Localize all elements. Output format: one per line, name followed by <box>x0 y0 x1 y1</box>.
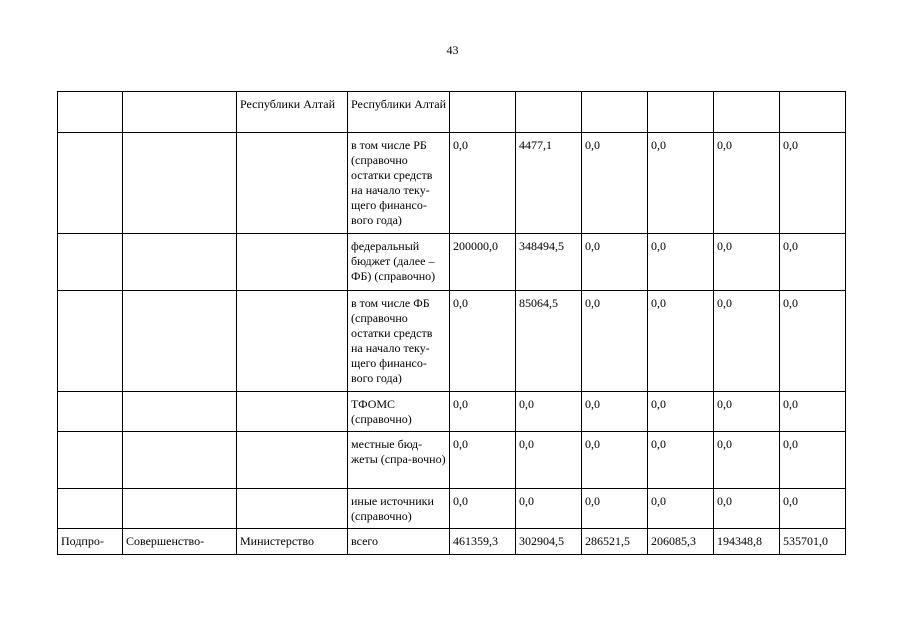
subprogram-cell: Подпро- <box>58 529 123 555</box>
value-cell <box>780 92 846 133</box>
source-label: иные источники (справочно) <box>348 489 450 529</box>
executor-cell <box>237 234 348 291</box>
source-label: местные бюд-жеты (спра-вочно) <box>348 432 450 489</box>
table-row <box>58 133 846 234</box>
value-cell: 348494,5 <box>516 234 582 291</box>
cell-col2 <box>123 92 237 133</box>
table-row <box>58 234 846 291</box>
value-cell: 0,0 <box>450 432 516 489</box>
table-row <box>58 291 846 392</box>
value-cell: 0,0 <box>648 291 714 392</box>
value-cell: 0,0 <box>450 291 516 392</box>
table-row <box>58 392 846 432</box>
source-label: в том числе ФБ (справочно остатки средств на начало теку-щего финансо-вого года) <box>348 291 450 392</box>
value-cell <box>450 92 516 133</box>
value-cell: 0,0 <box>648 489 714 529</box>
value-cell: 0,0 <box>648 234 714 291</box>
value-cell: 535701,0 <box>780 529 846 555</box>
cell-col1 <box>58 489 123 529</box>
value-cell: 0,0 <box>714 432 780 489</box>
cell-col2 <box>123 234 237 291</box>
table-row <box>58 529 846 555</box>
value-cell: 0,0 <box>714 392 780 432</box>
value-cell: 0,0 <box>780 291 846 392</box>
cell-col1 <box>58 392 123 432</box>
value-cell: 0,0 <box>582 489 648 529</box>
goal-cell: Совершенство- <box>123 529 237 555</box>
value-cell: 0,0 <box>780 432 846 489</box>
value-cell: 461359,3 <box>450 529 516 555</box>
value-cell: 0,0 <box>516 392 582 432</box>
cell-col1 <box>58 234 123 291</box>
value-cell: 302904,5 <box>516 529 582 555</box>
value-cell <box>582 92 648 133</box>
executor-cell <box>237 291 348 392</box>
cell-col2 <box>123 133 237 234</box>
cell-col1 <box>58 92 123 133</box>
value-cell: 85064,5 <box>516 291 582 392</box>
executor-cell: Министерство <box>237 529 348 555</box>
source-label: федеральный бюджет (далее – ФБ) (справочно) <box>348 234 450 291</box>
executor-cell <box>237 392 348 432</box>
value-cell: 0,0 <box>648 392 714 432</box>
executor-cell <box>237 489 348 529</box>
value-cell: 0,0 <box>714 133 780 234</box>
value-cell: 286521,5 <box>582 529 648 555</box>
cell-col1 <box>58 133 123 234</box>
source-label: ТФОМС (справочно) <box>348 392 450 432</box>
table-row <box>58 489 846 529</box>
cell-col2 <box>123 291 237 392</box>
value-cell: 0,0 <box>780 392 846 432</box>
value-cell <box>648 92 714 133</box>
table-row <box>58 432 846 489</box>
value-cell: 0,0 <box>714 291 780 392</box>
table-row <box>58 92 846 133</box>
value-cell: 0,0 <box>780 133 846 234</box>
executor-cell <box>237 432 348 489</box>
value-cell: 0,0 <box>450 392 516 432</box>
value-cell: 4477,1 <box>516 133 582 234</box>
value-cell: 0,0 <box>516 489 582 529</box>
value-cell: 0,0 <box>582 432 648 489</box>
value-cell: 206085,3 <box>648 529 714 555</box>
value-cell: 0,0 <box>714 489 780 529</box>
source-label: в том числе РБ (справочно остатки средств на начало теку-щего финансо-вого года) <box>348 133 450 234</box>
value-cell: 0,0 <box>582 291 648 392</box>
value-cell: 0,0 <box>582 234 648 291</box>
source-label: Республики Алтай <box>348 92 450 133</box>
cell-col2 <box>123 432 237 489</box>
budget-table <box>57 91 846 555</box>
value-cell: 0,0 <box>648 133 714 234</box>
cell-col2 <box>123 392 237 432</box>
value-cell: 0,0 <box>780 489 846 529</box>
cell-col2 <box>123 489 237 529</box>
value-cell: 0,0 <box>582 392 648 432</box>
source-label: всего <box>348 529 450 555</box>
value-cell: 0,0 <box>582 133 648 234</box>
value-cell: 194348,8 <box>714 529 780 555</box>
value-cell: 0,0 <box>516 432 582 489</box>
page-number: 43 <box>446 43 459 57</box>
value-cell: 200000,0 <box>450 234 516 291</box>
value-cell: 0,0 <box>648 432 714 489</box>
value-cell <box>714 92 780 133</box>
executor-cell <box>237 133 348 234</box>
value-cell: 0,0 <box>714 234 780 291</box>
executor-cell: Республики Алтай <box>237 92 348 133</box>
value-cell <box>516 92 582 133</box>
value-cell: 0,0 <box>780 234 846 291</box>
value-cell: 0,0 <box>450 489 516 529</box>
value-cell: 0,0 <box>450 133 516 234</box>
cell-col1 <box>58 432 123 489</box>
cell-col1 <box>58 291 123 392</box>
